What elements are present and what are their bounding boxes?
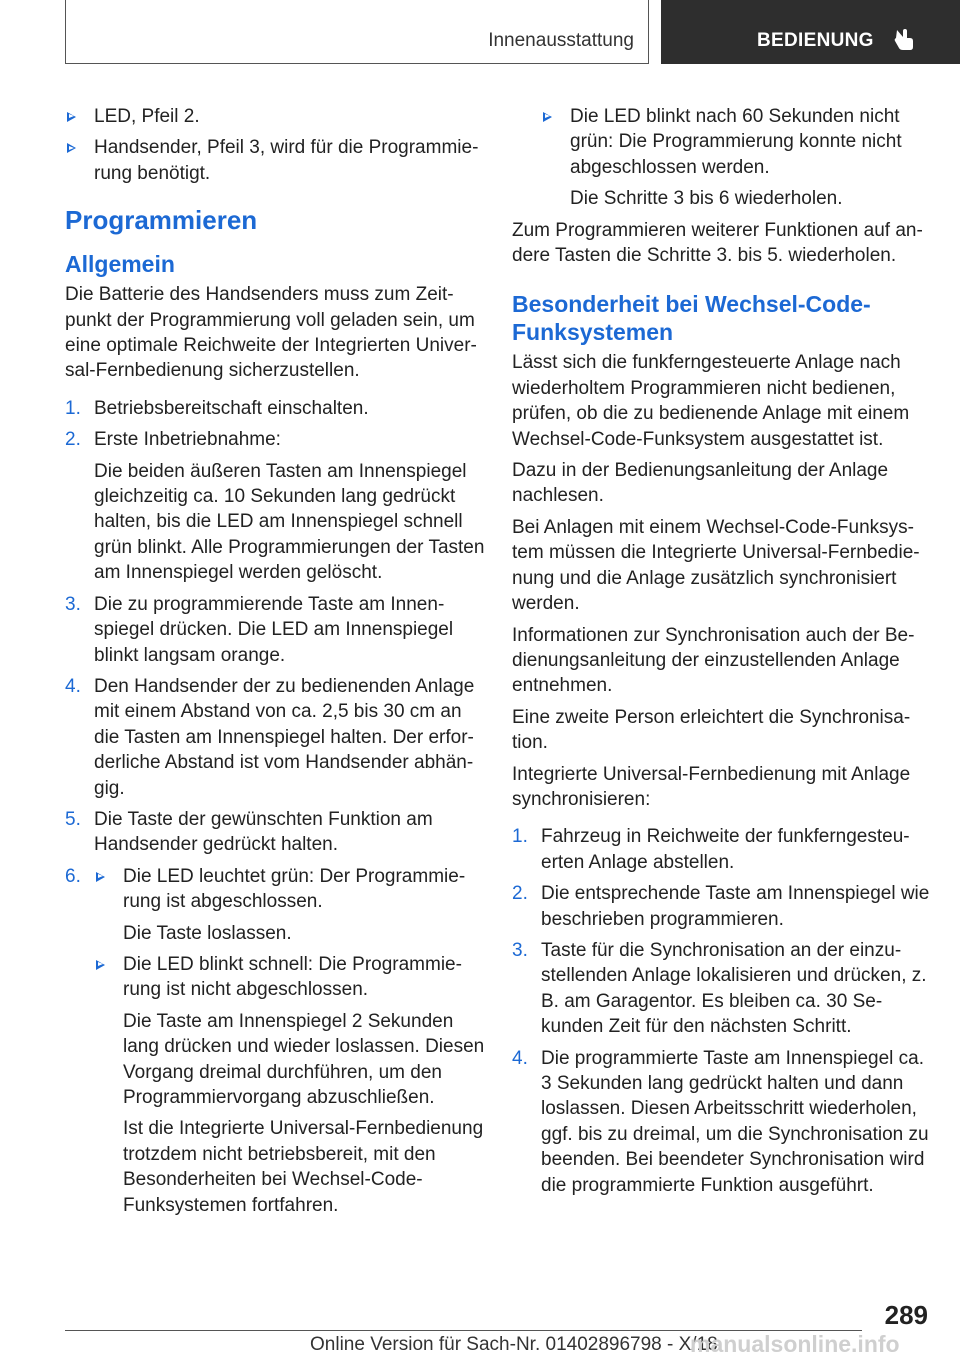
step-text: Taste für die Synchronisation an der einzustellenden Anlage lokalisieren und drücken, z. B. am Garagentor. Es bleiben ca. 30 Sekunden Zeit für den nächsten Schritt. [541, 939, 927, 1038]
paragraph: Dazu in der Bedienungsanleitung der Anlage nachlesen. [512, 460, 889, 507]
step-item [65, 427, 485, 585]
step-number: 3. [512, 939, 528, 961]
intro-paragraph: Die Batterie des Handsenders muss zum Zeitpunkt der Programmierung voll geladen sein, um eine optimale Reichweite der Integrierten Universal-Fernbedienung sicherzustellen. [65, 284, 477, 382]
list-item [65, 104, 485, 129]
header-section-box [65, 0, 649, 64]
subsection-heading: Allgemein [65, 251, 175, 278]
watermark-logo: manualsonline.info [690, 1331, 900, 1357]
list-item-subtext: Ist die Integrierte Universal-Fernbedienung trotzdem nicht betriebsbereit, mit den Besonderheiten bei Wechsel-Code-Funksystemen fortfahren. [123, 1118, 484, 1216]
step-number: 4. [512, 1047, 528, 1069]
triangle-bullet-icon [96, 960, 105, 970]
footer-version-text: Online Version für Sach-Nr. 01402896798 - X/18 [310, 1334, 718, 1355]
step-number: 1. [512, 826, 528, 848]
hand-pointer-icon [891, 26, 917, 52]
paragraph: Eine zweite Person erleichtert die Synchronisation. [512, 706, 911, 754]
step-subtext: Die beiden äußeren Tasten am Innenspiegel gleichzeitig ca. 10 Sekunden lang gedrückt halten, bis die LED am Innenspiegel schnell grün blinkt. Alle Programmierungen der Tasten am Innenspiegel werden gelöscht. [94, 460, 485, 584]
step-number: 6. [65, 865, 81, 887]
list-item [94, 952, 485, 1218]
step-number: 2. [65, 429, 81, 451]
list-item-text: LED, Pfeil 2. [94, 106, 200, 127]
list-item [541, 104, 932, 212]
step-number: 4. [65, 675, 81, 697]
step-text: Betriebsbereitschaft einschalten. [94, 397, 369, 419]
step-item [65, 592, 485, 668]
step-number: 5. [65, 808, 81, 830]
left-column [65, 104, 485, 1224]
step-item [512, 881, 932, 932]
section-heading: Programmieren [65, 205, 258, 236]
step-text: Die zu programmierende Taste am Innenspiegel drücken. Die LED am Innenspiegel blinkt langsam orange. [94, 593, 454, 666]
list-item [65, 135, 485, 186]
list-item-subtext: Die Taste am Innenspiegel 2 Sekunden lang drücken und wieder loslassen. Diesen Vorgang dreimal durchführen, um den Programmiervorgang abzuschließen. [123, 1010, 485, 1108]
header-chapter-box [661, 0, 960, 64]
list-item-subtext: Die Schritte 3 bis 6 wiederholen. [570, 188, 843, 210]
step-item [512, 1046, 932, 1198]
paragraph: Zum Programmieren weiterer Funktionen auf andere Tasten die Schritte 3. bis 5. wiederholen. [512, 219, 923, 267]
step-6-options [94, 864, 485, 1218]
step-number: 2. [512, 883, 528, 905]
step-item [65, 807, 485, 858]
triangle-bullet-icon [67, 112, 76, 122]
page-number: 289 [884, 1300, 928, 1330]
header-chapter-title: BEDIENUNG [757, 30, 874, 51]
list-item-text: Die LED leuchtet grün: Der Programmierung ist abgeschlossen. [123, 865, 466, 913]
step-text: Fahrzeug in Reichweite der funkferngesteuerten Anlage abstellen. [541, 826, 910, 873]
step-number: 3. [65, 593, 81, 615]
step-item [512, 938, 932, 1040]
step-text: Die Taste der gewünschten Funktion am Handsender gedrückt halten. [94, 808, 433, 856]
paragraph: Lässt sich die funkferngesteuerte Anlage nach wiederholtem Programmieren nicht bedienen, prüfen, ob die zu bedienende Anlage mit einem Wechsel-Code-Funksystem ausgestattet ist. [512, 352, 910, 450]
triangle-bullet-icon [96, 872, 105, 882]
triangle-bullet-icon [543, 112, 552, 122]
step-item [65, 674, 485, 801]
step-item [65, 864, 485, 1218]
paragraph: Bei Anlagen mit einem Wechsel-Code-Funksystem müssen die Integrierte Universal-Fernbedienung und die Anlage zusätzlich synchronisiert werden. [512, 516, 920, 615]
step-item [512, 824, 932, 875]
subsection-heading: Besonderheit bei Wechsel-Code-Funksystemen [512, 291, 871, 346]
right-column [512, 104, 932, 1204]
step-text: Die entsprechende Taste am Innenspiegel wie beschrieben programmieren. [541, 883, 930, 930]
header-section-title: Innenausstattung [488, 30, 634, 51]
list-item-text: Handsender, Pfeil 3, wird für die Programmierung benötigt. [94, 137, 479, 184]
paragraph: Integrierte Universal-Fernbedienung mit Anlage synchronisieren: [512, 763, 911, 810]
list-item-text: Die LED blinkt schnell: Die Programmierung ist nicht abgeschlossen. [123, 953, 462, 1001]
triangle-bullet-icon [67, 143, 76, 153]
step-text: Die programmierte Taste am Innenspiegel ca. 3 Sekunden lang gedrückt halten und dann loslassen. Diesen Arbeitsschritt wiederholen, ggf. bis zu dreimal, um die Synchronisation zu beenden. Bei beendeter Synchronisation wird die programmierte Funktion ausgeführt. [541, 1047, 929, 1196]
paragraph: Informationen zur Synchronisation auch der Bedienungsanleitung der einzustellenden Anlage entnehmen. [512, 624, 915, 697]
step-text: Erste Inbetriebnahme: [94, 429, 281, 451]
list-item [94, 864, 485, 946]
step-number: 1. [65, 397, 81, 419]
step-item [65, 396, 485, 421]
step-text: Den Handsender der zu bedienenden Anlage mit einem Abstand von ca. 2,5 bis 30 cm an die Tasten am Innenspiegel halten. Der erforderliche Abstand ist vom Handsender abhängig. [94, 675, 475, 799]
list-item-text: Die LED blinkt nach 60 Sekunden nicht grün: Die Programmierung konnte nicht abgeschlossen werden. [570, 106, 902, 178]
list-item-subtext: Die Taste loslassen. [123, 922, 292, 944]
